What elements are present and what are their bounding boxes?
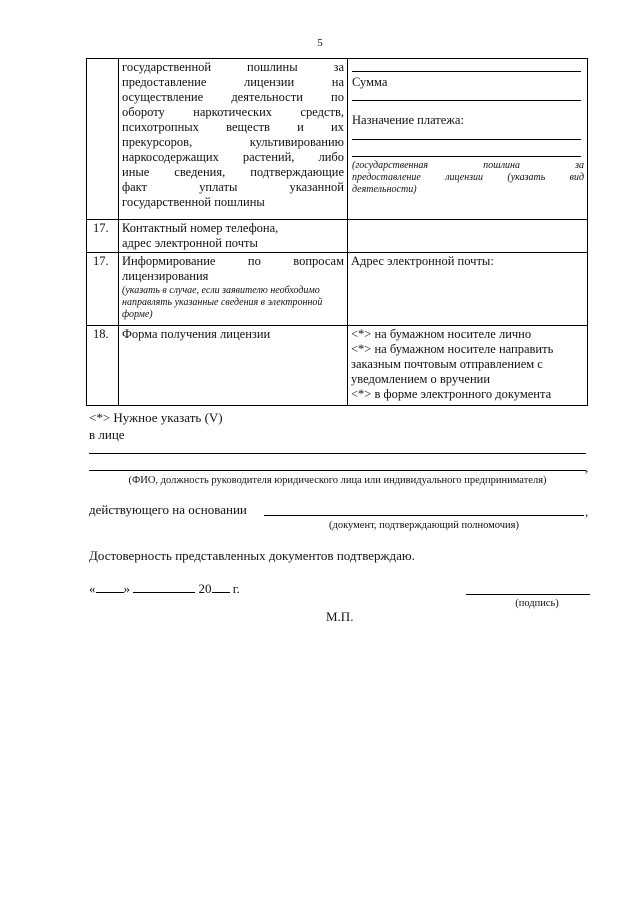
fee-line: государственной пошлины за xyxy=(122,60,344,74)
fee-note: предоставление лицензии (указать вид деятельности) xyxy=(352,172,584,195)
fee-line: психотропных веществ и их xyxy=(122,120,344,134)
form-options-cell xyxy=(348,326,588,406)
fio-caption: (ФИО, должность руководителя юридического лица или индивидуального предпринимателя) xyxy=(128,475,547,486)
fee-note-line: (государственная пошлина за xyxy=(352,160,584,171)
contact-label: Контактный номер телефона, xyxy=(122,221,279,235)
fio-comma: , xyxy=(585,460,589,475)
year-prefix: 20 xyxy=(198,581,212,596)
form-option[interactable]: <*> на бумажном носителе направить xyxy=(351,342,554,356)
date-open-quote: « xyxy=(89,581,96,596)
email-label: Адрес электронной почты: xyxy=(351,254,494,268)
row-number-cell xyxy=(87,59,119,220)
fio-blank-line-2[interactable] xyxy=(89,470,586,471)
confirm-text: Достоверность представленных документов подтверждаю. xyxy=(89,548,415,563)
sum-label: Сумма xyxy=(352,75,388,89)
form-option[interactable]: <*> в форме электронного документа xyxy=(351,387,552,401)
row-number: 17. xyxy=(87,253,119,326)
inform-note: (указать в случае, если заявителю необходимо направлять указанные сведения в электронной форме) xyxy=(122,285,323,320)
signature-caption: (подпись) xyxy=(515,598,559,609)
signature-line[interactable] xyxy=(466,594,590,595)
license-form-table xyxy=(86,58,588,406)
contact-label: адрес электронной почты xyxy=(122,236,258,250)
email-cell[interactable] xyxy=(348,253,588,326)
purpose-label: Назначение платежа: xyxy=(352,113,464,127)
table-row xyxy=(87,326,588,406)
year-blank[interactable] xyxy=(212,592,230,593)
fee-line: наркосодержащих растений, либо xyxy=(122,150,344,164)
purpose-blank-line-2[interactable] xyxy=(352,140,581,157)
date-line xyxy=(89,581,240,597)
purpose-blank-line[interactable] xyxy=(352,128,581,140)
contact-value-cell[interactable] xyxy=(348,220,588,253)
fee-line: прекурсоров, культивированию xyxy=(122,135,344,149)
acting-label: действующего на основании xyxy=(89,502,247,517)
form-option-cont: уведомлением о вручении xyxy=(351,372,491,386)
inform-label: лицензирования xyxy=(122,269,209,283)
year-suffix: г. xyxy=(232,581,240,596)
form-option-cont: заказным почтовым отправлением с xyxy=(351,357,543,371)
table-row xyxy=(87,253,588,326)
fee-line: факт уплаты указанной xyxy=(122,180,344,194)
acting-blank-line[interactable] xyxy=(264,515,584,516)
blank-line[interactable] xyxy=(352,60,581,72)
fee-description-cell xyxy=(119,59,348,220)
acting-comma: , xyxy=(585,504,589,519)
form-option[interactable]: <*> на бумажном носителе лично xyxy=(351,327,532,341)
inform-label-cell xyxy=(119,253,348,326)
fee-line: государственной пошлины xyxy=(122,195,265,209)
form-label-cell xyxy=(119,326,348,406)
stamp-placeholder: М.П. xyxy=(326,609,354,624)
fee-line: предоставление лицензии на xyxy=(122,75,344,89)
table-row xyxy=(87,59,588,220)
month-blank[interactable] xyxy=(133,592,195,593)
row-number: 18. xyxy=(87,326,119,406)
in-person-label: в лице xyxy=(89,427,125,442)
table-row xyxy=(87,220,588,253)
row-number: 17. xyxy=(87,220,119,253)
form-label: Форма получения лицензии xyxy=(122,327,271,341)
acting-caption: (документ, подтверждающий полномочия) xyxy=(329,520,519,531)
fee-line: осуществление деятельности по xyxy=(122,90,344,104)
date-close-quote: » xyxy=(123,581,130,596)
footnote: <*> Нужное указать (V) xyxy=(89,410,223,425)
sum-blank-line[interactable] xyxy=(352,90,581,101)
contact-label-cell xyxy=(119,220,348,253)
page-number: 5 xyxy=(317,37,323,49)
fee-line: иные сведения, подтверждающие xyxy=(122,165,344,179)
day-blank[interactable] xyxy=(96,592,124,593)
payment-details-cell xyxy=(348,59,588,220)
fio-blank-line-1[interactable] xyxy=(89,453,586,454)
inform-label: Информирование по вопросам xyxy=(122,254,344,268)
fee-line: обороту наркотических средств, xyxy=(122,105,344,119)
